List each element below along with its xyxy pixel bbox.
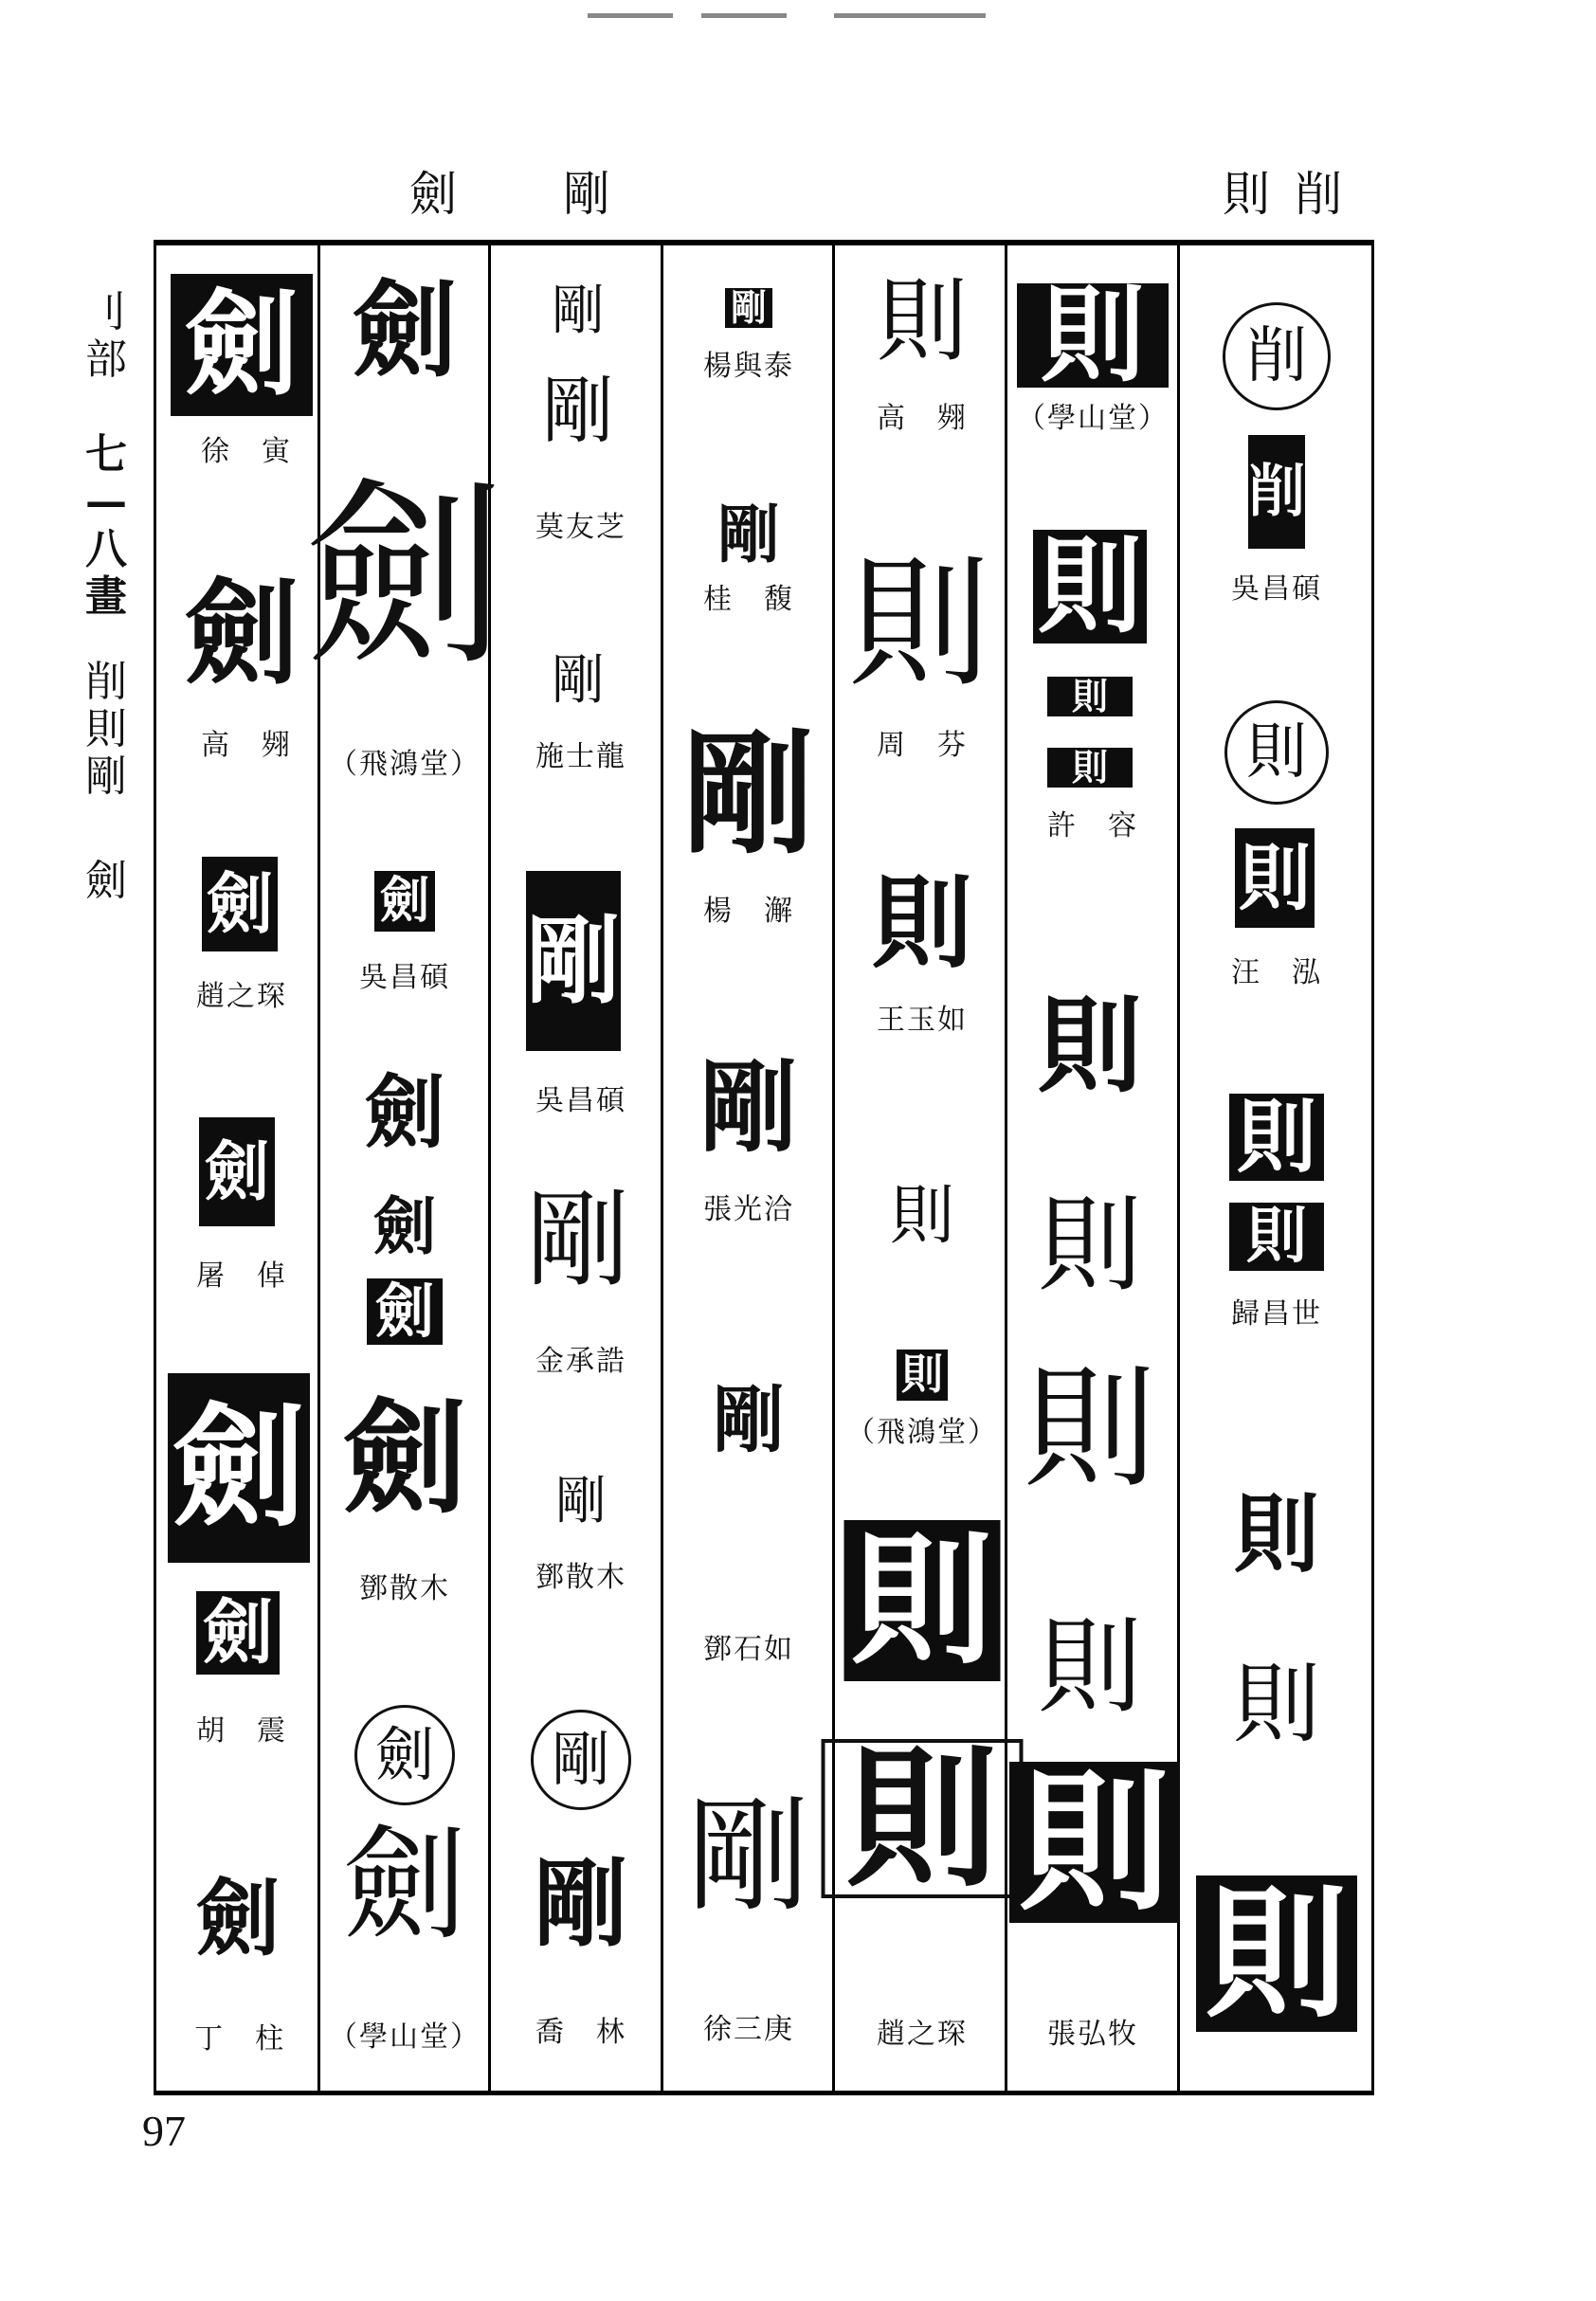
sidebar-stroke-2: — — [85, 478, 127, 526]
seal-attribution-label: 張弘牧 — [1047, 2018, 1138, 2051]
seal-attribution-label: 鄧散木 — [535, 1561, 626, 1594]
sidebar-radical-1: 刂 — [85, 288, 127, 336]
sidebar-stroke-3: 八 — [85, 525, 127, 573]
seal-impression: 劍 — [342, 1813, 466, 1957]
seal-attribution-label: （學山堂） — [1017, 402, 1169, 435]
seal-attribution-label: 周 芬 — [877, 729, 968, 762]
seal-impression: 剛 — [698, 1049, 798, 1166]
seal-attribution-label: 桂 馥 — [703, 583, 794, 616]
seal-impression: 則 — [1234, 1484, 1319, 1585]
seal-impression: 剛 — [542, 369, 614, 453]
top-scan-mark — [701, 13, 787, 18]
seal-impression: 剛 — [717, 498, 780, 571]
seal-impression: 劍 — [343, 1386, 467, 1531]
seal-impression: 劍 — [364, 1065, 444, 1159]
seal-impression: 則 — [1038, 1606, 1142, 1728]
top-scan-mark — [834, 13, 986, 18]
sidebar-stroke-4: 畫 — [85, 572, 127, 621]
seal-impression: 劍 — [374, 871, 435, 932]
seal-attribution-label: 施士龍 — [535, 740, 626, 773]
seal-attribution-label: （學山堂） — [329, 2020, 481, 2054]
seal-impression: 劍 — [196, 1591, 280, 1675]
seal-attribution-label: 吳昌碩 — [359, 961, 450, 994]
seal-impression: 劍 — [168, 1373, 310, 1563]
seal-attribution-label: 歸昌世 — [1231, 1297, 1322, 1331]
seal-impression: 剛 — [526, 871, 621, 1051]
seal-attribution-label: 楊 澥 — [703, 895, 794, 928]
seal-impression: 剛 — [526, 1180, 630, 1301]
seal-attribution-label: 趙之琛 — [877, 2018, 968, 2051]
seal-attribution-label: 鄧散木 — [359, 1572, 450, 1605]
seal-attribution-label: （飛鴻堂） — [846, 1416, 998, 1449]
seal-impression: 劍 — [199, 1117, 275, 1226]
column-divider — [661, 245, 663, 2091]
seal-impression: 削 — [1223, 302, 1331, 410]
seal-attribution-label: 汪 泓 — [1231, 956, 1322, 989]
seal-impression: 則 — [889, 1179, 954, 1254]
seal-impression: 則 — [1224, 700, 1329, 805]
seal-impression: 則 — [1017, 283, 1169, 388]
seal-attribution-label: 胡 震 — [196, 1714, 287, 1748]
seal-impression: 則 — [872, 863, 972, 982]
sidebar-char-3: 剛 — [85, 752, 127, 801]
seal-attribution-label: 高 翙 — [877, 402, 968, 435]
seal-impression: 則 — [1009, 1762, 1180, 1923]
seal-attribution-label: 鄧石如 — [703, 1633, 794, 1666]
seal-attribution-label: 張光洽 — [703, 1193, 794, 1226]
seal-impression: 劍 — [367, 1278, 443, 1345]
seal-attribution-label: 丁 柱 — [194, 2022, 285, 2056]
seal-attribution-label: （飛鴻堂） — [329, 748, 481, 781]
header-char-gang: 剛 — [563, 167, 610, 222]
seal-impression: 則 — [1196, 1875, 1357, 2032]
seal-impression: 剛 — [531, 1710, 631, 1810]
seal-impression: 劍 — [354, 1705, 455, 1805]
seal-impression: 劍 — [171, 274, 313, 416]
seal-attribution-label: 屠 倬 — [196, 1259, 287, 1293]
seal-impression: 則 — [1235, 828, 1315, 928]
seal-impression: 劍 — [304, 461, 504, 693]
header-char-ze: 則 — [1223, 167, 1270, 222]
seal-attribution-label: 喬 林 — [535, 2016, 626, 2049]
seal-impression: 剛 — [555, 1471, 607, 1531]
seal-impression: 劍 — [195, 1869, 280, 1967]
seal-impression: 劍 — [185, 567, 299, 700]
seal-impression: 剛 — [687, 1785, 811, 1929]
seal-impression: 則 — [1047, 748, 1133, 788]
seal-attribution-label: 楊與泰 — [703, 350, 794, 383]
seal-attribution-label: 吳昌碩 — [535, 1084, 626, 1117]
seal-attribution-label: 徐三庚 — [703, 2013, 794, 2046]
seal-attribution-label: 莫友芝 — [535, 511, 626, 544]
seal-impression: 劍 — [202, 857, 278, 951]
header-char-xue: 削 — [1295, 167, 1342, 222]
sidebar-char-4: 劍 — [85, 857, 127, 905]
seal-attribution-label: 金承誥 — [535, 1345, 626, 1378]
seal-impression: 則 — [897, 1350, 948, 1401]
sidebar-char-2: 則 — [85, 705, 127, 753]
seal-impression: 則 — [825, 1743, 1020, 1894]
seal-attribution-label: 高 翙 — [201, 729, 292, 762]
sidebar-char-1: 削 — [85, 658, 127, 706]
seal-impression: 剛 — [713, 1378, 785, 1462]
seal-impression: 則 — [1047, 677, 1133, 716]
seal-attribution-label: 許 容 — [1047, 809, 1138, 842]
seal-impression: 則 — [877, 268, 968, 374]
sidebar-stroke-1: 七 — [85, 430, 127, 479]
seal-impression: 則 — [1229, 1203, 1324, 1271]
seal-impression: 剛 — [725, 288, 772, 328]
header-char-jian: 劍 — [409, 167, 457, 222]
seal-impression: 則 — [844, 1520, 1001, 1681]
seal-impression: 剛 — [681, 717, 815, 873]
seal-impression: 則 — [1033, 530, 1147, 643]
seal-table — [154, 240, 1374, 2095]
page-number: 97 — [142, 2107, 186, 2155]
seal-attribution-label: 徐 寅 — [201, 435, 292, 468]
seal-impression: 則 — [1233, 1654, 1321, 1755]
seal-impression: 則 — [847, 542, 990, 707]
seal-attribution-label: 趙之琛 — [196, 980, 287, 1013]
seal-attribution-label: 王玉如 — [877, 1004, 968, 1037]
sidebar-radical-2: 部 — [85, 335, 127, 384]
seal-attribution-label: 吳昌碩 — [1231, 572, 1322, 606]
seal-impression: 則 — [1229, 1094, 1324, 1181]
seal-impression: 剛 — [552, 281, 605, 342]
seal-impression: 則 — [1024, 1352, 1157, 1507]
top-scan-mark — [588, 13, 673, 18]
seal-impression: 則 — [1038, 985, 1142, 1107]
seal-impression: 削 — [1248, 435, 1305, 549]
seal-impression: 剛 — [534, 1848, 628, 1960]
seal-impression: 劍 — [353, 269, 457, 391]
seal-impression: 劍 — [373, 1189, 436, 1263]
seal-impression: 則 — [1038, 1185, 1142, 1306]
seal-impression: 剛 — [552, 650, 605, 712]
